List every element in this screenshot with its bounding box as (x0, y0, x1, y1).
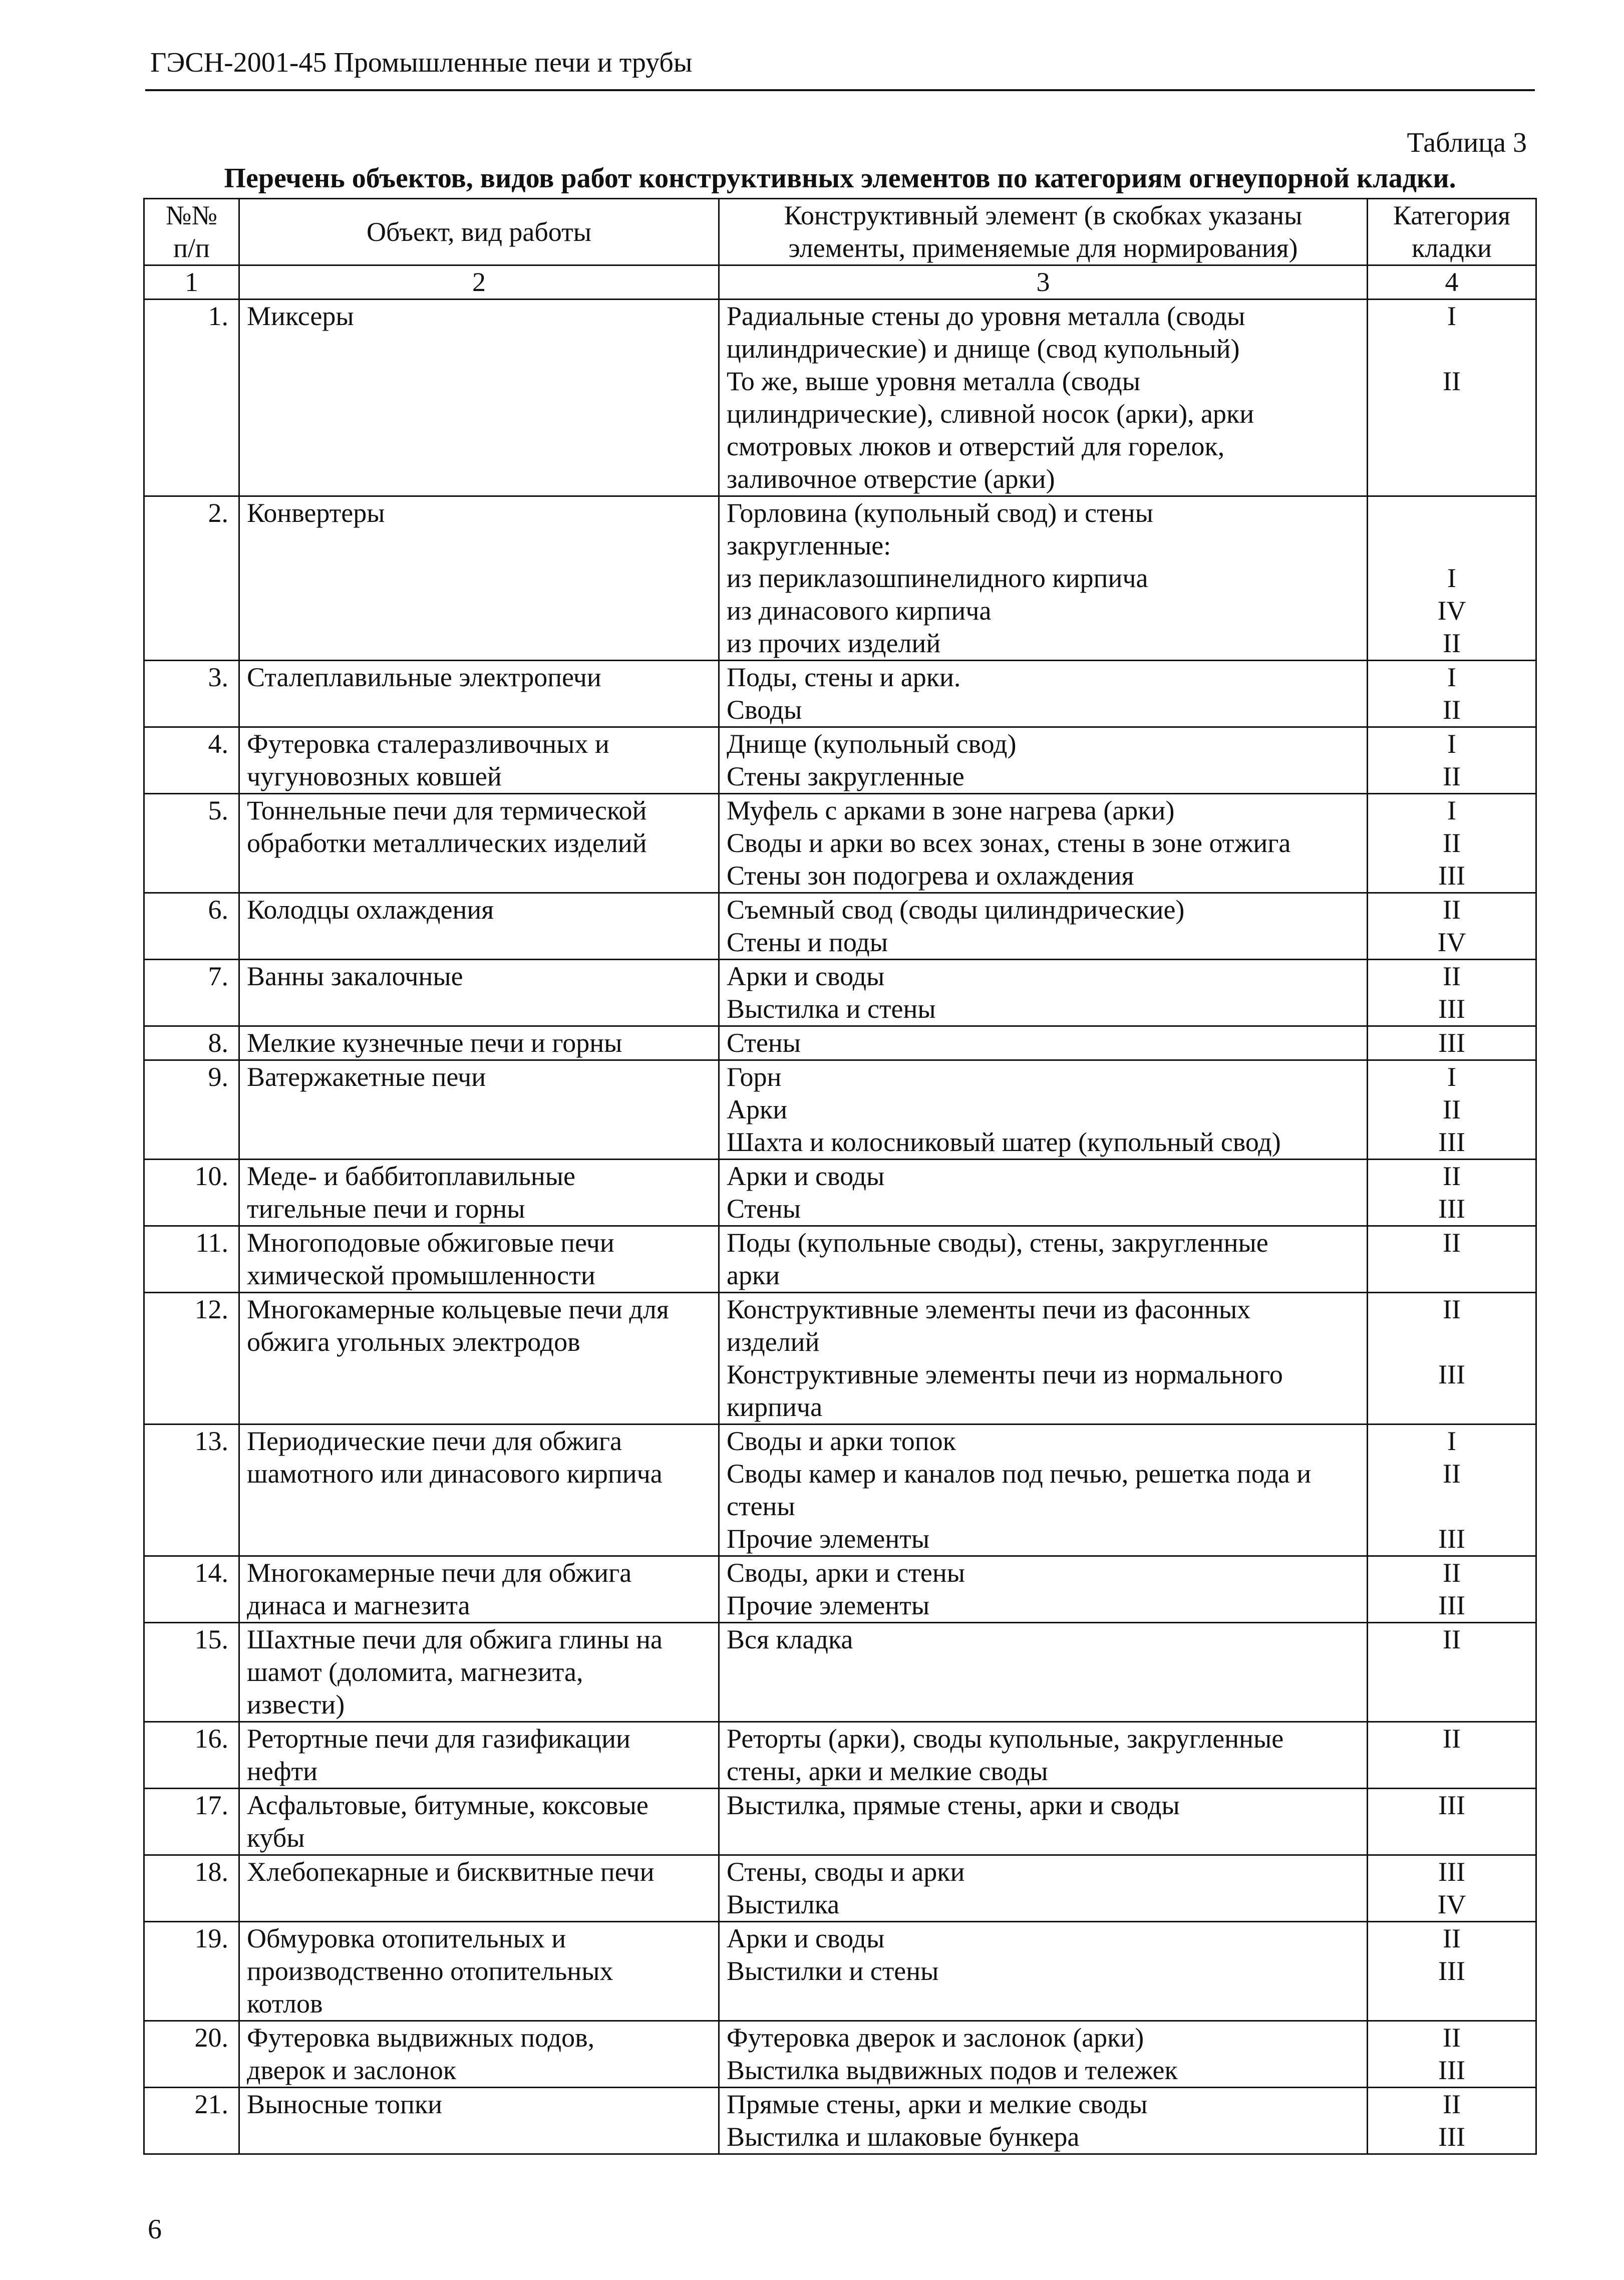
element-text: Выстилка и стены (727, 994, 936, 1024)
row-number: 13. (144, 1424, 239, 1556)
table-body (144, 300, 1536, 2154)
element-cell (719, 1424, 1368, 1556)
table-row (144, 2021, 1536, 2088)
row-number: 1. (144, 300, 239, 496)
element-cell (719, 1922, 1368, 2021)
column-index: 4 (1368, 265, 1536, 300)
row-number: 15. (144, 1623, 239, 1722)
category-value: III (1438, 994, 1465, 1024)
category-value: II (1443, 961, 1461, 991)
table-row (144, 1160, 1536, 1226)
row-number: 14. (144, 1556, 239, 1623)
object-cell: Меде- и баббитоплавильные тигельные печи и горны (239, 1160, 719, 1226)
category-value: III (1438, 1359, 1465, 1389)
element-text: Муфель с арками в зоне нагрева (арки) (727, 795, 1175, 825)
element-cell (719, 794, 1368, 893)
object-cell: Обмуровка отопительных и производственно отопительных котлов (239, 1922, 719, 2021)
element-text: Стены, своды и арки (727, 1857, 965, 1887)
category-value: II (1443, 1624, 1461, 1654)
element-cell (719, 661, 1368, 727)
header-divider (145, 89, 1535, 91)
element-text: Стены и поды (727, 927, 888, 957)
element-cell (719, 1226, 1368, 1293)
category-cell (1368, 1293, 1536, 1424)
table-row (144, 661, 1536, 727)
row-number: 11. (144, 1226, 239, 1293)
element-text: Арки и своды (727, 1161, 885, 1191)
row-number: 19. (144, 1922, 239, 2021)
table-row (144, 496, 1536, 661)
category-value: I (1447, 729, 1456, 759)
table-number: Таблица 3 (1407, 127, 1527, 158)
object-cell: Многоподовые обжиговые печи химической промышленности (239, 1226, 719, 1293)
object-cell: Миксеры (239, 300, 719, 496)
column-index: 2 (239, 265, 719, 300)
object-cell: Конвертеры (239, 496, 719, 661)
category-value: II (1443, 1094, 1461, 1124)
table-row (144, 1623, 1536, 1722)
element-cell (719, 1789, 1368, 1855)
element-text: Футеровка дверок и заслонок (арки) (727, 2023, 1144, 2053)
element-text: Арки (727, 1094, 788, 1124)
category-value: IV (1437, 1889, 1466, 1919)
category-value: I (1447, 1426, 1456, 1456)
element-cell (719, 300, 1368, 496)
category-cell (1368, 1424, 1536, 1556)
table-row (144, 2088, 1536, 2154)
table-row (144, 1226, 1536, 1293)
element-text: Своды, арки и стены (727, 1558, 965, 1588)
object-cell: Тоннельные печи для термической обработки металлических изделий (239, 794, 719, 893)
element-text: Горн (727, 1062, 782, 1092)
table-row (144, 1722, 1536, 1789)
element-cell (719, 496, 1368, 661)
object-cell: Асфальтовые, битумные, коксовые кубы (239, 1789, 719, 1855)
category-cell (1368, 727, 1536, 794)
category-cell (1368, 1789, 1536, 1855)
table-row (144, 1026, 1536, 1060)
element-text: из прочих изделий (727, 628, 941, 658)
element-text: Поды (купольные своды), стены, закругленные арки (727, 1228, 1268, 1290)
row-number: 21. (144, 2088, 239, 2154)
column-header-element: Конструктивный элемент (в скобках указаны элементы, применяемые для нормирования) (719, 199, 1368, 265)
object-cell: Многокамерные кольцевые печи для обжига угольных электродов (239, 1293, 719, 1424)
element-text: Прочие элементы (727, 1524, 930, 1554)
element-cell (719, 1556, 1368, 1623)
row-number: 12. (144, 1293, 239, 1424)
object-cell: Ретортные печи для газификации нефти (239, 1722, 719, 1789)
running-header: ГЭСН-2001-45 Промышленные печи и трубы (150, 47, 693, 78)
table-row (144, 1855, 1536, 1922)
category-value: II (1443, 1558, 1461, 1588)
page-number: 6 (148, 2214, 162, 2245)
row-number: 10. (144, 1160, 239, 1226)
element-text: Съемный свод (своды цилиндрические) (727, 895, 1185, 925)
category-value: III (1438, 1790, 1465, 1820)
row-number: 16. (144, 1722, 239, 1789)
category-value: III (1438, 2122, 1465, 2152)
category-cell (1368, 661, 1536, 727)
table-row (144, 794, 1536, 893)
category-value: III (1438, 1857, 1465, 1887)
element-text: из периклазошпинелидного кирпича (727, 563, 1148, 593)
element-cell (719, 1160, 1368, 1226)
element-text: Конструктивные элементы печи из фасонных изделий (727, 1294, 1251, 1357)
element-text: Радиальные стены до уровня металла (своды цилиндрические) и днище (свод купольный) (727, 301, 1245, 364)
object-cell: Мелкие кузнечные печи и горны (239, 1026, 719, 1060)
element-text: Арки и своды (727, 1923, 885, 1953)
category-value: III (1438, 1524, 1465, 1554)
category-cell (1368, 1922, 1536, 2021)
category-value: II (1443, 761, 1461, 791)
row-number: 4. (144, 727, 239, 794)
object-cell: Колодцы охлаждения (239, 893, 719, 960)
column-header-object: Объект, вид работы (239, 199, 719, 265)
category-value: II (1443, 1161, 1461, 1191)
category-cell (1368, 893, 1536, 960)
element-text: Стены закругленные (727, 761, 964, 791)
category-value: II (1443, 366, 1461, 396)
category-value: II (1443, 895, 1461, 925)
category-value: I (1447, 563, 1456, 593)
category-cell (1368, 496, 1536, 661)
table-header-row (144, 199, 1536, 265)
category-value: III (1438, 861, 1465, 891)
element-cell (719, 1722, 1368, 1789)
object-cell: Выносные топки (239, 2088, 719, 2154)
element-text: Прочие элементы (727, 1590, 930, 1620)
category-value: I (1447, 795, 1456, 825)
element-text: То же, выше уровня металла (своды цилиндрические), сливной носок (арки), арки смотровых люков и отверстий для горелок, заливочное отверстие (арки) (727, 366, 1254, 494)
category-value: III (1438, 1028, 1465, 1058)
column-header-category: Категория кладки (1368, 199, 1536, 265)
element-cell (719, 2088, 1368, 2154)
object-cell: Сталеплавильные электропечи (239, 661, 719, 727)
element-cell (719, 727, 1368, 794)
element-text: Выстилка и шлаковые бункера (727, 2122, 1080, 2152)
element-cell (719, 1026, 1368, 1060)
object-cell: Многокамерные печи для обжига динаса и магнезита (239, 1556, 719, 1623)
category-value: II (1443, 695, 1461, 725)
category-value: II (1443, 2089, 1461, 2119)
category-cell (1368, 960, 1536, 1026)
category-value: II (1443, 1923, 1461, 1953)
category-cell (1368, 1855, 1536, 1922)
category-value: II (1443, 1724, 1461, 1754)
row-number: 2. (144, 496, 239, 661)
row-number: 9. (144, 1060, 239, 1160)
category-cell (1368, 2088, 1536, 2154)
element-text: Выстилка выдвижных подов и тележек (727, 2055, 1178, 2085)
column-index: 1 (144, 265, 239, 300)
category-value: III (1438, 1127, 1465, 1157)
table-row (144, 893, 1536, 960)
category-cell (1368, 2021, 1536, 2088)
column-index-row (144, 265, 1536, 300)
column-header-number: №№ п/п (144, 199, 239, 265)
category-value: II (1443, 1228, 1461, 1258)
element-text: Конструктивные элементы печи из нормального кирпича (727, 1359, 1283, 1422)
element-text: Днище (купольный свод) (727, 729, 1017, 759)
category-cell (1368, 1722, 1536, 1789)
element-cell (719, 2021, 1368, 2088)
category-value: II (1443, 828, 1461, 858)
element-cell (719, 1293, 1368, 1424)
row-number: 18. (144, 1855, 239, 1922)
element-text: Выстилка, прямые стены, арки и своды (727, 1790, 1180, 1820)
table-row (144, 1922, 1536, 2021)
table-row (144, 300, 1536, 496)
column-index: 3 (719, 265, 1368, 300)
element-text: Своды и арки топок (727, 1426, 956, 1456)
element-cell (719, 960, 1368, 1026)
element-text: Стены зон подогрева и охлаждения (727, 861, 1134, 891)
category-value: IV (1437, 596, 1466, 626)
object-cell: Футеровка сталеразливочных и чугуновозных ковшей (239, 727, 719, 794)
element-text: Своды (727, 695, 802, 725)
element-text: Стены (727, 1028, 801, 1058)
category-value: II (1443, 1294, 1461, 1324)
element-text: Поды, стены и арки. (727, 662, 961, 692)
category-cell (1368, 1623, 1536, 1722)
object-cell: Ватержакетные печи (239, 1060, 719, 1160)
object-cell: Футеровка выдвижных подов, дверок и заслонок (239, 2021, 719, 2088)
element-text: Шахта и колосниковый шатер (купольный свод) (727, 1127, 1281, 1157)
table-row (144, 960, 1536, 1026)
element-text: Выстилки и стены (727, 1956, 939, 1986)
element-cell (719, 1060, 1368, 1160)
category-cell (1368, 1226, 1536, 1293)
row-number: 8. (144, 1026, 239, 1060)
category-cell (1368, 1556, 1536, 1623)
categories-table (143, 198, 1537, 2155)
category-value: III (1438, 1194, 1465, 1224)
element-text: Стены (727, 1194, 801, 1224)
category-value: II (1443, 628, 1461, 658)
table-row (144, 1424, 1536, 1556)
category-value (1375, 497, 1528, 562)
element-text: из динасового кирпича (727, 596, 992, 626)
row-number: 20. (144, 2021, 239, 2088)
row-number: 6. (144, 893, 239, 960)
category-value: I (1447, 662, 1456, 692)
row-number: 5. (144, 794, 239, 893)
category-cell (1368, 1060, 1536, 1160)
category-value: IV (1437, 927, 1466, 957)
category-cell (1368, 1026, 1536, 1060)
category-value: III (1438, 2055, 1465, 2085)
table-row (144, 1293, 1536, 1424)
table-title: Перечень объектов, видов работ конструктивных элементов по категориям огнеупорной кладки. (224, 163, 1456, 194)
element-cell (719, 893, 1368, 960)
category-cell (1368, 794, 1536, 893)
category-cell (1368, 300, 1536, 496)
element-cell (719, 1623, 1368, 1722)
row-number: 3. (144, 661, 239, 727)
element-cell (719, 1855, 1368, 1922)
element-text: Арки и своды (727, 961, 885, 991)
object-cell: Ванны закалочные (239, 960, 719, 1026)
object-cell: Шахтные печи для обжига глины на шамот (доломита, магнезита, извести) (239, 1623, 719, 1722)
object-cell: Хлебопекарные и бисквитные печи (239, 1855, 719, 1922)
category-value: I (1447, 301, 1456, 331)
object-cell: Периодические печи для обжига шамотного или динасового кирпича (239, 1424, 719, 1556)
category-value: III (1438, 1590, 1465, 1620)
category-value: I (1447, 1062, 1456, 1092)
element-text: Своды камер и каналов под печью, решетка пода и стены (727, 1459, 1312, 1521)
category-value: II (1443, 1459, 1461, 1489)
element-text: Горловина (купольный свод) и стены закругленные: (727, 498, 1153, 560)
element-text: Выстилка (727, 1889, 840, 1919)
element-text: Своды и арки во всех зонах, стены в зоне отжига (727, 828, 1291, 858)
table-row (144, 1556, 1536, 1623)
row-number: 7. (144, 960, 239, 1026)
table-row (144, 727, 1536, 794)
category-cell (1368, 1160, 1536, 1226)
table-row (144, 1060, 1536, 1160)
category-value: II (1443, 2023, 1461, 2053)
category-value: III (1438, 1956, 1465, 1986)
table-row (144, 1789, 1536, 1855)
element-text: Вся кладка (727, 1624, 853, 1654)
element-text: Реторты (арки), своды купольные, закругленные стены, арки и мелкие своды (727, 1724, 1284, 1786)
element-text: Прямые стены, арки и мелкие своды (727, 2089, 1148, 2119)
row-number: 17. (144, 1789, 239, 1855)
